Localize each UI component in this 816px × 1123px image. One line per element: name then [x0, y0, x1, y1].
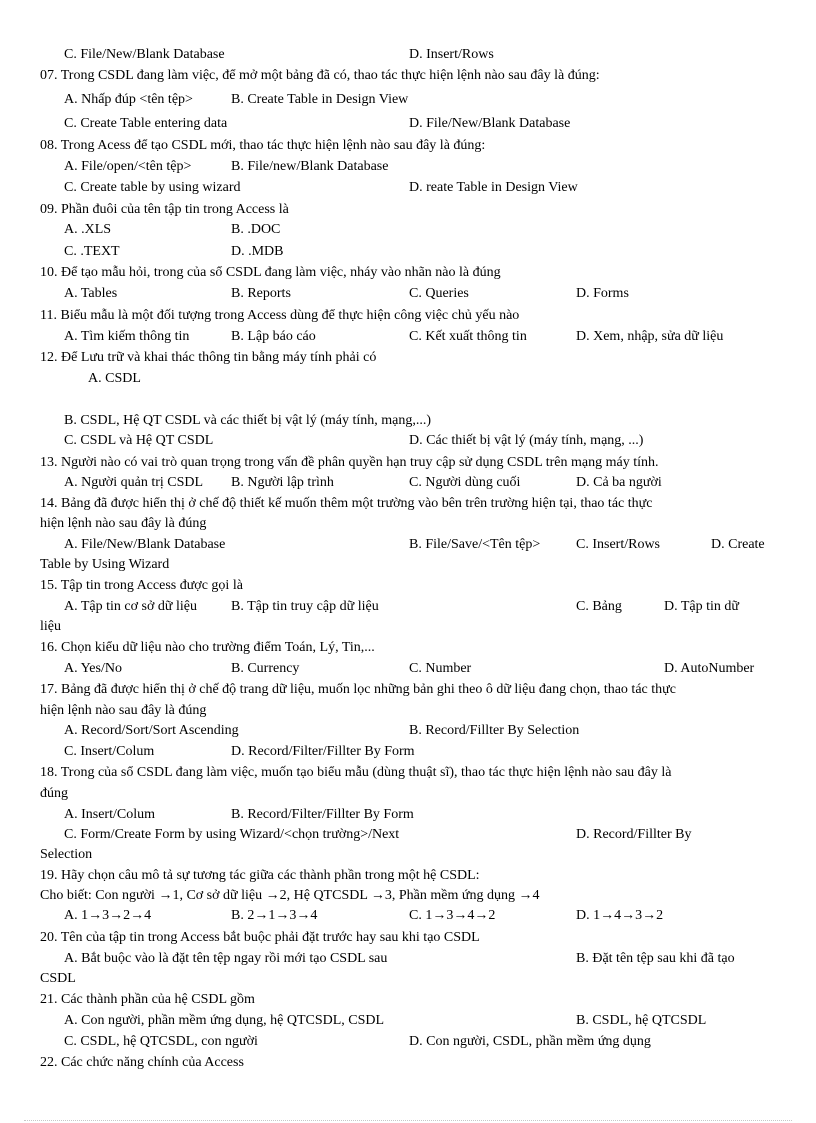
q15-question: 15. Tập tin trong Access được gọi là	[40, 578, 243, 593]
q12-option-c: C. CSDL và Hệ QT CSDL	[64, 433, 214, 448]
q18-question-line2: đúng	[40, 786, 68, 801]
q19-given: Cho biết: Con người →1, Cơ sở dữ liệu →2, Hệ QTCSDL →3, Phần mềm ứng dụng →4	[40, 888, 540, 903]
q14-option-d-cont: Table by Using Wizard	[40, 557, 170, 572]
q20-option-b-cont: CSDL	[40, 971, 76, 986]
q21-option-b: B. CSDL, hệ QTCSDL	[576, 1013, 707, 1028]
q12-option-b: B. CSDL, Hệ QT CSDL và các thiết bị vật lý (máy tính, mạng,...)	[64, 413, 432, 428]
q08-question: 08. Trong Acess để tạo CSDL mới, thao tác thực hiện lệnh nào sau đây là đúng:	[40, 138, 486, 153]
q18-question-line1: 18. Trong của sổ CSDL đang làm việc, muốn tạo biểu mẫu (dùng thuật sĩ), thao tác thực hiện lệnh nào sau đây là	[40, 765, 672, 780]
q20-question: 20. Tên của tập tin trong Access bắt buộc phải đặt trước hay sau khi tạo CSDL	[40, 930, 480, 945]
q21-option-d: D. Con người, CSDL, phần mềm ứng dụng	[409, 1034, 651, 1049]
q15-option-a: A. Tập tin cơ sở dữ liệu	[64, 599, 197, 614]
q06-option-c: C. File/New/Blank Database	[64, 47, 225, 62]
q15-option-c: C. Bảng	[576, 599, 622, 614]
q18-option-a: A. Insert/Colum	[64, 807, 155, 822]
q09-option-c: C. .TEXT	[64, 244, 120, 259]
q16-option-a: A. Yes/No	[64, 661, 122, 676]
page-bottom-divider	[24, 1120, 792, 1121]
q09-option-a: A. .XLS	[64, 222, 112, 237]
q08-option-d: D. reate Table in Design View	[409, 180, 578, 195]
q14-question-line2: hiện lệnh nào sau đây là đúng	[40, 516, 207, 531]
q11-option-a: A. Tìm kiếm thông tin	[64, 329, 190, 344]
q14-option-a: A. File/New/Blank Database	[64, 537, 226, 552]
q17-question-line1: 17. Bảng đã được hiển thị ở chế độ trang dữ liệu, muốn lọc những bản ghi theo ô dữ liệu đang chọn, thao tác thực	[40, 682, 676, 697]
q14-option-d: D. Create	[711, 537, 765, 552]
q18-option-b: B. Record/Filter/Fillter By Form	[231, 807, 414, 822]
q09-option-d: D. .MDB	[231, 244, 284, 259]
q17-question-line2: hiện lệnh nào sau đây là đúng	[40, 703, 207, 718]
q20-option-a: A. Bắt buộc vào là đặt tên tệp ngay rồi mới tạo CSDL sau	[64, 951, 388, 966]
q21-option-c: C. CSDL, hệ QTCSDL, con người	[64, 1034, 258, 1049]
q17-option-c: C. Insert/Colum	[64, 744, 155, 759]
q08-option-c: C. Create table by using wizard	[64, 180, 241, 195]
q22-question: 22. Các chức năng chính của Access	[40, 1055, 244, 1070]
q13-option-c: C. Người dùng cuối	[409, 475, 521, 490]
q10-option-c: C. Queries	[409, 286, 469, 301]
q07-option-b: B. Create Table in Design View	[231, 92, 409, 107]
q17-option-d: D. Record/Filter/Fillter By Form	[231, 744, 415, 759]
q17-option-a: A. Record/Sort/Sort Ascending	[64, 723, 239, 738]
q16-option-b: B. Currency	[231, 661, 300, 676]
q06-option-d: D. Insert/Rows	[409, 47, 494, 62]
q10-option-a: A. Tables	[64, 286, 118, 301]
q16-question: 16. Chọn kiểu dữ liệu nào cho trường điểm Toán, Lý, Tin,...	[40, 640, 375, 655]
q19-question: 19. Hãy chọn câu mô tả sự tương tác giữa các thành phần trong một hệ CSDL:	[40, 868, 480, 883]
q14-option-b: B. File/Save/<Tên tệp>	[409, 537, 541, 552]
q10-option-d: D. Forms	[576, 286, 629, 301]
q08-option-a: A. File/open/<tên tệp>	[64, 159, 192, 174]
q15-option-b: B. Tập tin truy cập dữ liệu	[231, 599, 379, 614]
q07-option-a: A. Nhấp đúp <tên tệp>	[64, 92, 193, 107]
q13-option-d: D. Cả ba người	[576, 475, 662, 490]
q11-option-d: D. Xem, nhập, sửa dữ liệu	[576, 329, 724, 344]
q10-option-b: B. Reports	[231, 286, 291, 301]
q07-option-d: D. File/New/Blank Database	[409, 116, 571, 131]
q19-option-a: A. 1→3→2→4	[64, 908, 152, 923]
q19-option-d: D. 1→4→3→2	[576, 908, 664, 923]
q11-question: 11. Biểu mẫu là một đối tượng trong Access dùng để thực hiện công việc chủ yếu nào	[40, 308, 520, 323]
q16-option-c: C. Number	[409, 661, 472, 676]
q21-option-a: A. Con người, phần mềm ứng dụng, hệ QTCSDL, CSDL	[64, 1013, 385, 1028]
q10-question: 10. Để tạo mẫu hỏi, trong của sổ CSDL đang làm việc, nháy vào nhãn nào là đúng	[40, 265, 501, 280]
q14-option-c: C. Insert/Rows	[576, 537, 660, 552]
q15-option-d: D. Tập tin dữ	[664, 599, 739, 614]
q13-option-b: B. Người lập trình	[231, 475, 334, 490]
q18-option-d: D. Record/Fillter By	[576, 827, 692, 842]
q11-option-c: C. Kết xuất thông tin	[409, 329, 527, 344]
q18-option-c: C. Form/Create Form by using Wizard/<chọn trường>/Next	[64, 827, 400, 842]
q14-question-line1: 14. Bảng đã được hiển thị ở chế độ thiết kế muốn thêm một trường vào bên trên trường hiện tại, thao tác thực	[40, 496, 653, 511]
q16-option-d: D. AutoNumber	[664, 661, 755, 676]
q13-question: 13. Người nào có vai trò quan trọng trong vấn đề phân quyền hạn truy cập sử dụng CSDL trên mạng máy tính.	[40, 455, 659, 470]
q13-option-a: A. Người quản trị CSDL	[64, 475, 204, 490]
q15-option-d-cont: liệu	[40, 619, 61, 634]
q11-option-b: B. Lập báo cáo	[231, 329, 316, 344]
q08-option-b: B. File/new/Blank Database	[231, 159, 389, 174]
q12-question: 12. Để Lưu trữ và khai thác thông tin bằng máy tính phải có	[40, 350, 377, 365]
q09-option-b: B. .DOC	[231, 222, 281, 237]
q12-option-a: A. CSDL	[88, 371, 141, 386]
q07-question: 07. Trong CSDL đang làm việc, để mở một bảng đã có, thao tác thực hiện lệnh nào sau đây là đúng:	[40, 68, 600, 83]
q19-option-b: B. 2→1→3→4	[231, 908, 318, 923]
q19-option-c: C. 1→3→4→2	[409, 908, 496, 923]
q20-option-b: B. Đặt tên tệp sau khi đã tạo	[576, 951, 735, 966]
q21-question: 21. Các thành phần của hệ CSDL gồm	[40, 992, 255, 1007]
q18-option-d-cont: Selection	[40, 847, 93, 862]
q17-option-b: B. Record/Fillter By Selection	[409, 723, 580, 738]
q07-option-c: C. Create Table entering data	[64, 116, 228, 131]
q12-option-d: D. Các thiết bị vật lý (máy tính, mạng, ...)	[409, 433, 644, 448]
q09-question: 09. Phần đuôi của tên tập tin trong Access là	[40, 202, 289, 217]
